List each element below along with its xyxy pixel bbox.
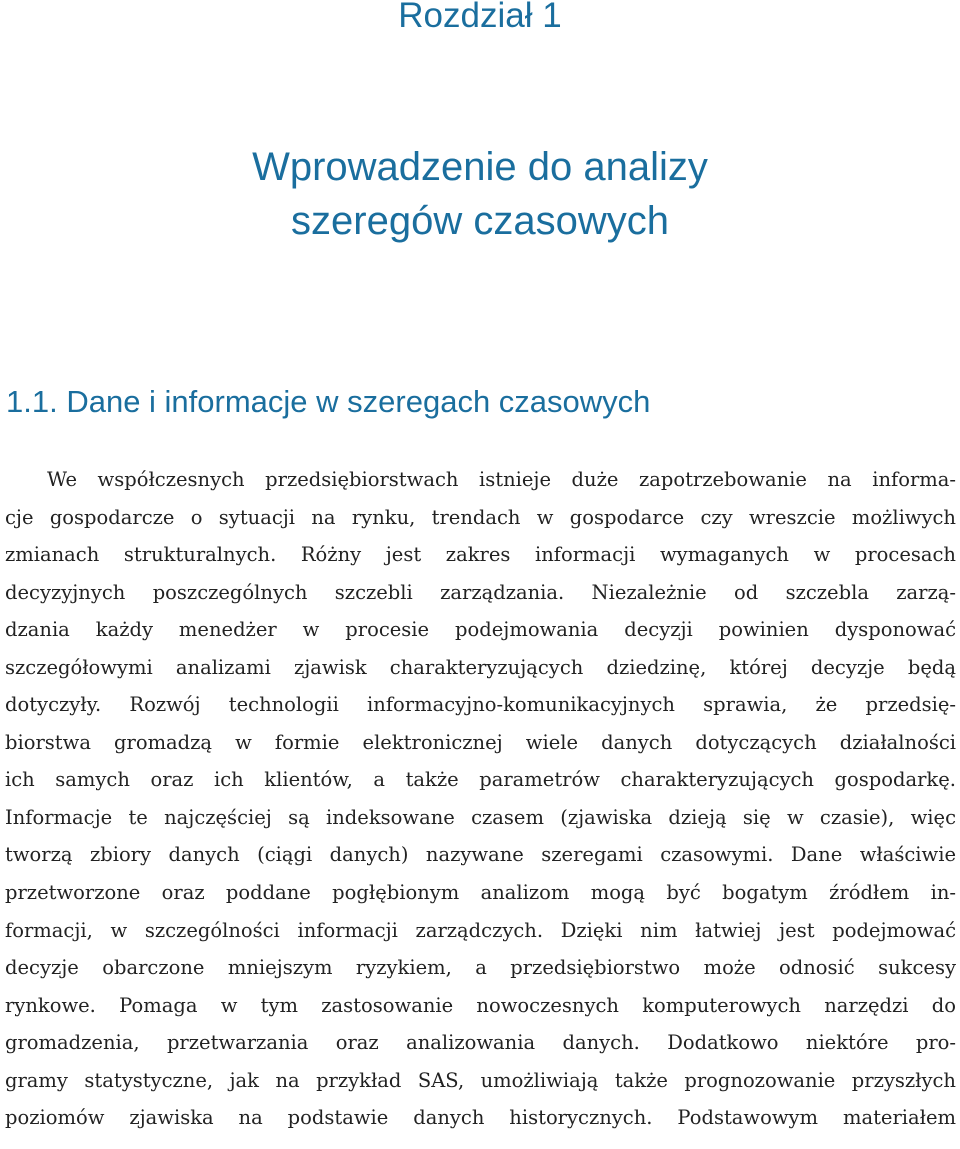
paragraph-line: zmianach strukturalnych. Różny jest zakres informacji wymaganych w procesach [5,543,956,567]
paragraph-line: przetworzone oraz poddane pogłębionym analizom mogą być bogatym źródłem in- [5,881,956,905]
chapter-label: Rozdział 1 [398,0,562,35]
paragraph-line: tworzą zbiory danych (ciągi danych) nazywane szeregami czasowymi. Dane właściwie [5,843,956,867]
chapter-title [0,140,960,248]
paragraph-line: biorstwa gromadzą w formie elektronicznej wiele danych dotyczących działalności [5,730,956,754]
paragraph-line: szczegółowymi analizami zjawisk charakteryzujących dziedzinę, której decyzje będą [5,655,956,679]
chapter-title-line: szeregów czasowych [291,199,669,243]
paragraph-line: dzania każdy menedżer w procesie podejmowania decyzji powinien dysponować [5,618,956,642]
paragraph-line: decyzje obarczone mniejszym ryzykiem, a przedsiębiorstwo może odnosić sukcesy [5,956,956,980]
paragraph-line: formacji, w szczególności informacji zarządczych. Dzięki nim łatwiej jest podejmować [5,918,956,942]
section-heading: 1.1. Dane i informacje w szeregach czasowych [6,384,651,419]
paragraph-line: ich samych oraz ich klientów, a także parametrów charakteryzujących gospodarkę. [5,768,956,792]
paragraph-line: dotyczyły. Rozwój technologii informacyjno-komunikacyjnych sprawia, że przedsię- [5,693,956,717]
paragraph-line: gromadzenia, przetwarzania oraz analizowania danych. Dodatkowo niektóre pro- [5,1031,956,1055]
body-paragraph [5,461,956,1137]
paragraph-line: decyzyjnych poszczególnych szczebli zarządzania. Niezależnie od szczebla zarzą- [5,580,956,604]
paragraph-line: poziomów zjawiska na podstawie danych historycznych. Podstawowym materiałem [5,1106,956,1130]
paragraph-line: We współczesnych przedsiębiorstwach istnieje duże zapotrzebowanie na informa- [47,468,956,491]
paragraph-line: cje gospodarcze o sytuacji na rynku, trendach w gospodarce czy wreszcie możliwych [5,505,956,529]
paragraph-line: Informacje te najczęściej są indeksowane czasem (zjawiska dzieją się w czasie), więc [5,805,956,829]
chapter-title-line: Wprowadzenie do analizy [252,145,708,189]
paragraph-line: rynkowe. Pomaga w tym zastosowanie nowoczesnych komputerowych narzędzi do [5,993,956,1017]
paragraph-line: gramy statystyczne, jak na przykład SAS, umożliwiają także prognozowanie przyszłych [5,1068,956,1092]
